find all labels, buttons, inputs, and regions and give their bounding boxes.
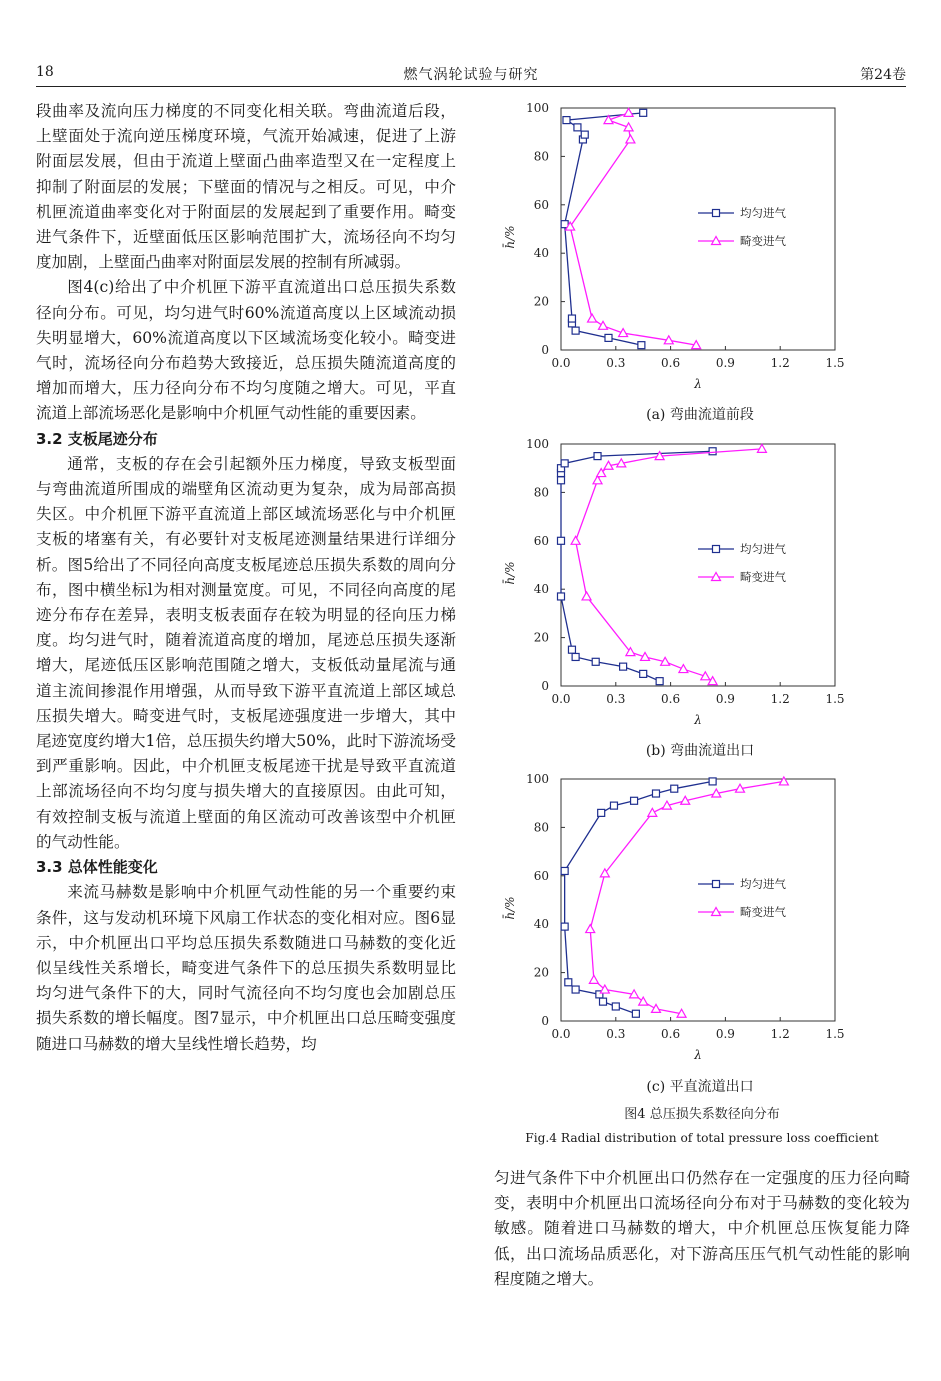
legend-label-2: 畸变进气 (740, 905, 786, 919)
page-header (36, 62, 906, 84)
y-tick-label: 20 (533, 630, 549, 645)
data-point-square (558, 477, 565, 484)
x-tick-label: 0.6 (661, 356, 681, 370)
series-line-2 (590, 781, 784, 1013)
legend-label-1: 均匀进气 (740, 542, 786, 556)
page-number: 18 (36, 64, 54, 80)
data-point-square (620, 663, 627, 670)
y-tick-label: 100 (526, 437, 549, 451)
data-point-triangle (757, 444, 766, 452)
figure-caption-cn: 图4 总压损失系数径向分布 (624, 1107, 780, 1122)
y-tick-label: 40 (533, 246, 549, 261)
section-heading-3-3: 3.3 总体性能变化 (36, 858, 158, 877)
x-axis-label: λ (694, 713, 702, 727)
data-point-triangle (624, 108, 633, 116)
chart-c (500, 771, 920, 1080)
data-point-square (709, 448, 716, 455)
data-point-triangle (588, 314, 597, 322)
legend-label-1: 均匀进气 (740, 206, 786, 220)
x-tick-label: 1.2 (770, 356, 790, 370)
data-point-triangle (648, 808, 657, 816)
y-tick-label: 80 (533, 149, 549, 164)
data-point-square (594, 453, 601, 460)
y-tick-label: 100 (526, 772, 549, 786)
data-point-square (563, 117, 570, 124)
x-tick-label: 1.5 (825, 356, 845, 370)
x-tick-label: 1.5 (825, 692, 845, 706)
data-point-square (574, 124, 581, 131)
data-point-triangle (679, 665, 688, 673)
data-point-square (656, 678, 663, 685)
series-line-2 (570, 113, 696, 345)
y-tick-label: 80 (533, 820, 549, 835)
data-point-square (671, 785, 678, 792)
y-tick-label: 100 (526, 101, 549, 115)
header-rule (36, 86, 906, 87)
chart-c-svg (500, 771, 920, 1076)
data-point-square (561, 460, 568, 467)
legend-marker-square (713, 881, 720, 888)
legend-marker-square (713, 210, 720, 217)
data-point-square (572, 327, 579, 334)
y-tick-label: 20 (533, 294, 549, 309)
y-tick-label: 60 (533, 533, 549, 548)
x-tick-label: 1.2 (770, 1027, 790, 1041)
data-point-square (640, 670, 647, 677)
paragraph-5: 匀进气条件下中介机匣出口仍然存在一定强度的压力径向畸变，表明中介机匣出口流场径向分布对于马赫数的变化较为敏感。随着进口马赫数的增大，中介机匣总压恢复能力降低，出口流场品质恶化，对下游高压压气机气动性能的影响程度随之增大。 (494, 1169, 910, 1288)
series-line-1 (565, 113, 644, 345)
y-tick-label: 40 (533, 582, 549, 597)
x-tick-label: 0.9 (715, 1027, 735, 1041)
data-point-square (632, 1010, 639, 1017)
y-tick-label: 0 (541, 1014, 549, 1028)
y-tick-label: 20 (533, 965, 549, 980)
x-tick-label: 0.0 (551, 356, 571, 370)
legend-marker-square (713, 546, 720, 553)
data-point-square (561, 923, 568, 930)
data-point-triangle (571, 536, 580, 544)
y-tick-label: 60 (533, 197, 549, 212)
x-tick-label: 0.3 (606, 356, 626, 370)
chart-b (500, 436, 920, 745)
data-point-triangle (626, 135, 635, 143)
y-tick-label: 60 (533, 868, 549, 883)
data-point-triangle (779, 777, 788, 785)
data-point-triangle (586, 925, 595, 933)
data-point-square (640, 109, 647, 116)
data-point-square (558, 593, 565, 600)
y-tick-label: 80 (533, 485, 549, 500)
figure-caption-en: Fig.4 Radial distribution of total pressure loss coefficient (525, 1131, 879, 1145)
data-point-square (572, 986, 579, 993)
data-point-square (561, 867, 568, 874)
y-axis-label: h̄/% (503, 225, 517, 249)
x-tick-label: 0.9 (715, 356, 735, 370)
data-point-square (598, 809, 605, 816)
chart-b-svg (500, 436, 920, 741)
x-axis-label: λ (694, 1048, 702, 1062)
data-point-triangle (599, 321, 608, 329)
left-column (36, 99, 456, 1057)
volume-label: 第24卷 (860, 67, 906, 83)
data-point-square (568, 646, 575, 653)
x-tick-label: 1.5 (825, 1027, 845, 1041)
data-point-square (638, 342, 645, 349)
chart-a-svg (500, 100, 920, 405)
data-point-triangle (651, 1004, 660, 1012)
subcaption-b: (b) 弯曲流道出口 (645, 743, 755, 759)
x-tick-label: 0.6 (661, 692, 681, 706)
journal-title: 燃气涡轮试验与研究 (403, 67, 539, 83)
legend-label-1: 均匀进气 (740, 877, 786, 891)
data-point-square (600, 998, 607, 1005)
x-tick-label: 0.6 (661, 1027, 681, 1041)
y-axis-label: h̄/% (503, 896, 517, 920)
paragraph-1: 段曲率及流向压力梯度的不同变化相关联。弯曲流道后段，上壁面处于流向逆压梯度环境，气流开始减速，促进了上游附面层发展，但由于流道上壁面凸曲率造型又在一定程度上抑制了附面层的发展；下壁面的情况与之相反。可见，中介机匣流道曲率变化对于附面层的发展起到了重要作用。畸变进气条件下，近壁面低压区影响范围扩大，流场径向不均匀度加剧，上壁面凸曲率对附面层发展的控制有所减弱。 (36, 102, 456, 272)
data-point-square (652, 790, 659, 797)
data-point-triangle (589, 975, 598, 983)
series-line-2 (576, 449, 762, 681)
paragraph-2: 图4(c)给出了中介机匣下游平直流道出口总压损失系数径向分布。可见，均匀进气时60%流道高度以上区域流动损失明显增大，60%流道高度以下区域流场变化较小。畸变进气时，流场径向分布趋势大致接近，总压损失随流道高度的增加而增大，压力径向分布不均匀度随之增大。可见，平直流道上部流场恶化是影响中介机匣气动性能的重要因素。 (36, 278, 456, 423)
y-axis-label: h̄/% (503, 561, 517, 585)
data-point-square (558, 537, 565, 544)
data-point-square (610, 802, 617, 809)
section-heading-3-2: 3.2 支板尾迹分布 (36, 429, 158, 448)
data-point-square (581, 131, 588, 138)
chart-a (500, 100, 920, 409)
data-point-square (612, 1003, 619, 1010)
y-tick-label: 0 (541, 343, 549, 357)
x-tick-label: 0.3 (606, 1027, 626, 1041)
data-point-triangle (708, 677, 717, 685)
subcaption-a: (a) 弯曲流道前段 (646, 407, 754, 423)
paragraph-3: 通常，支板的存在会引起额外压力梯度，导致支板型面与弯曲流道所围成的端壁角区流动更为复杂，成为局部高损失区。中介机匣下游平直流道上部区域流场恶化与中介机匣支板的堵塞有关，有必要针对支板尾迹测量结果进行详细分析。图5给出了不同径向高度支板尾迹总压损失系数的周向分布，图中横坐标l为相对测量宽度。可见，不同径向高度的尾迹分布存在差异，表明支板表面存在较为明显的径向压力梯度。均匀进气时，随着流道高度的增加，尾迹总压损失逐渐增大，尾迹低压区影响范围随之增大，支板低动量尾流与通道主流间掺混作用增强，从而导致下游平直流道上部区域总压损失增大。畸变进气时，支板尾迹强度进一步增大，其中尾迹宽度约增大1倍，总压损失约增大50%，此时下游流场受到严重影响。因此，中介机匣支板尾迹干扰是导致平直流道上部流场径向不均匀度与损失增大的直接原因。由此可知，有效控制支板与流道上壁面的角区流动可改善该型中介机匣的气动性能。 (36, 454, 456, 851)
right-column (494, 1166, 910, 1292)
x-tick-label: 0.0 (551, 692, 571, 706)
series-line-1 (565, 781, 713, 1013)
x-axis-label: λ (694, 377, 702, 391)
paragraph-4: 来流马赫数是影响中介机匣气动性能的另一个重要约束条件，这与发动机环境下风扇工作状态的变化相对应。图6显示，中介机匣出口平均总压损失系数随进口马赫数的变化近似呈线性关系增长，畸变进气条件下的总压损失系数明显比均匀进气条件下的大，同时气流径向不均匀度也会加剧总压损失系数的增长幅度。图7显示，中介机匣出口总压畸变强度随进口马赫数的增大呈线性增长趋势，均 (36, 883, 456, 1053)
data-point-square (605, 334, 612, 341)
subcaption-c: (c) 平直流道出口 (646, 1079, 754, 1095)
data-point-square (568, 315, 575, 322)
data-point-square (565, 979, 572, 986)
series-line-1 (561, 451, 713, 681)
legend-label-2: 畸变进气 (740, 570, 786, 584)
data-point-square (631, 797, 638, 804)
y-tick-label: 40 (533, 917, 549, 932)
x-tick-label: 0.3 (606, 692, 626, 706)
y-tick-label: 0 (541, 679, 549, 693)
data-point-square (709, 778, 716, 785)
data-point-triangle (582, 592, 591, 600)
data-point-square (572, 653, 579, 660)
x-tick-label: 0.9 (715, 692, 735, 706)
plot-frame (561, 108, 835, 350)
data-point-square (592, 658, 599, 665)
x-tick-label: 0.0 (551, 1027, 571, 1041)
x-tick-label: 1.2 (770, 692, 790, 706)
legend-label-2: 畸变进气 (740, 234, 786, 248)
plot-frame (561, 444, 835, 686)
